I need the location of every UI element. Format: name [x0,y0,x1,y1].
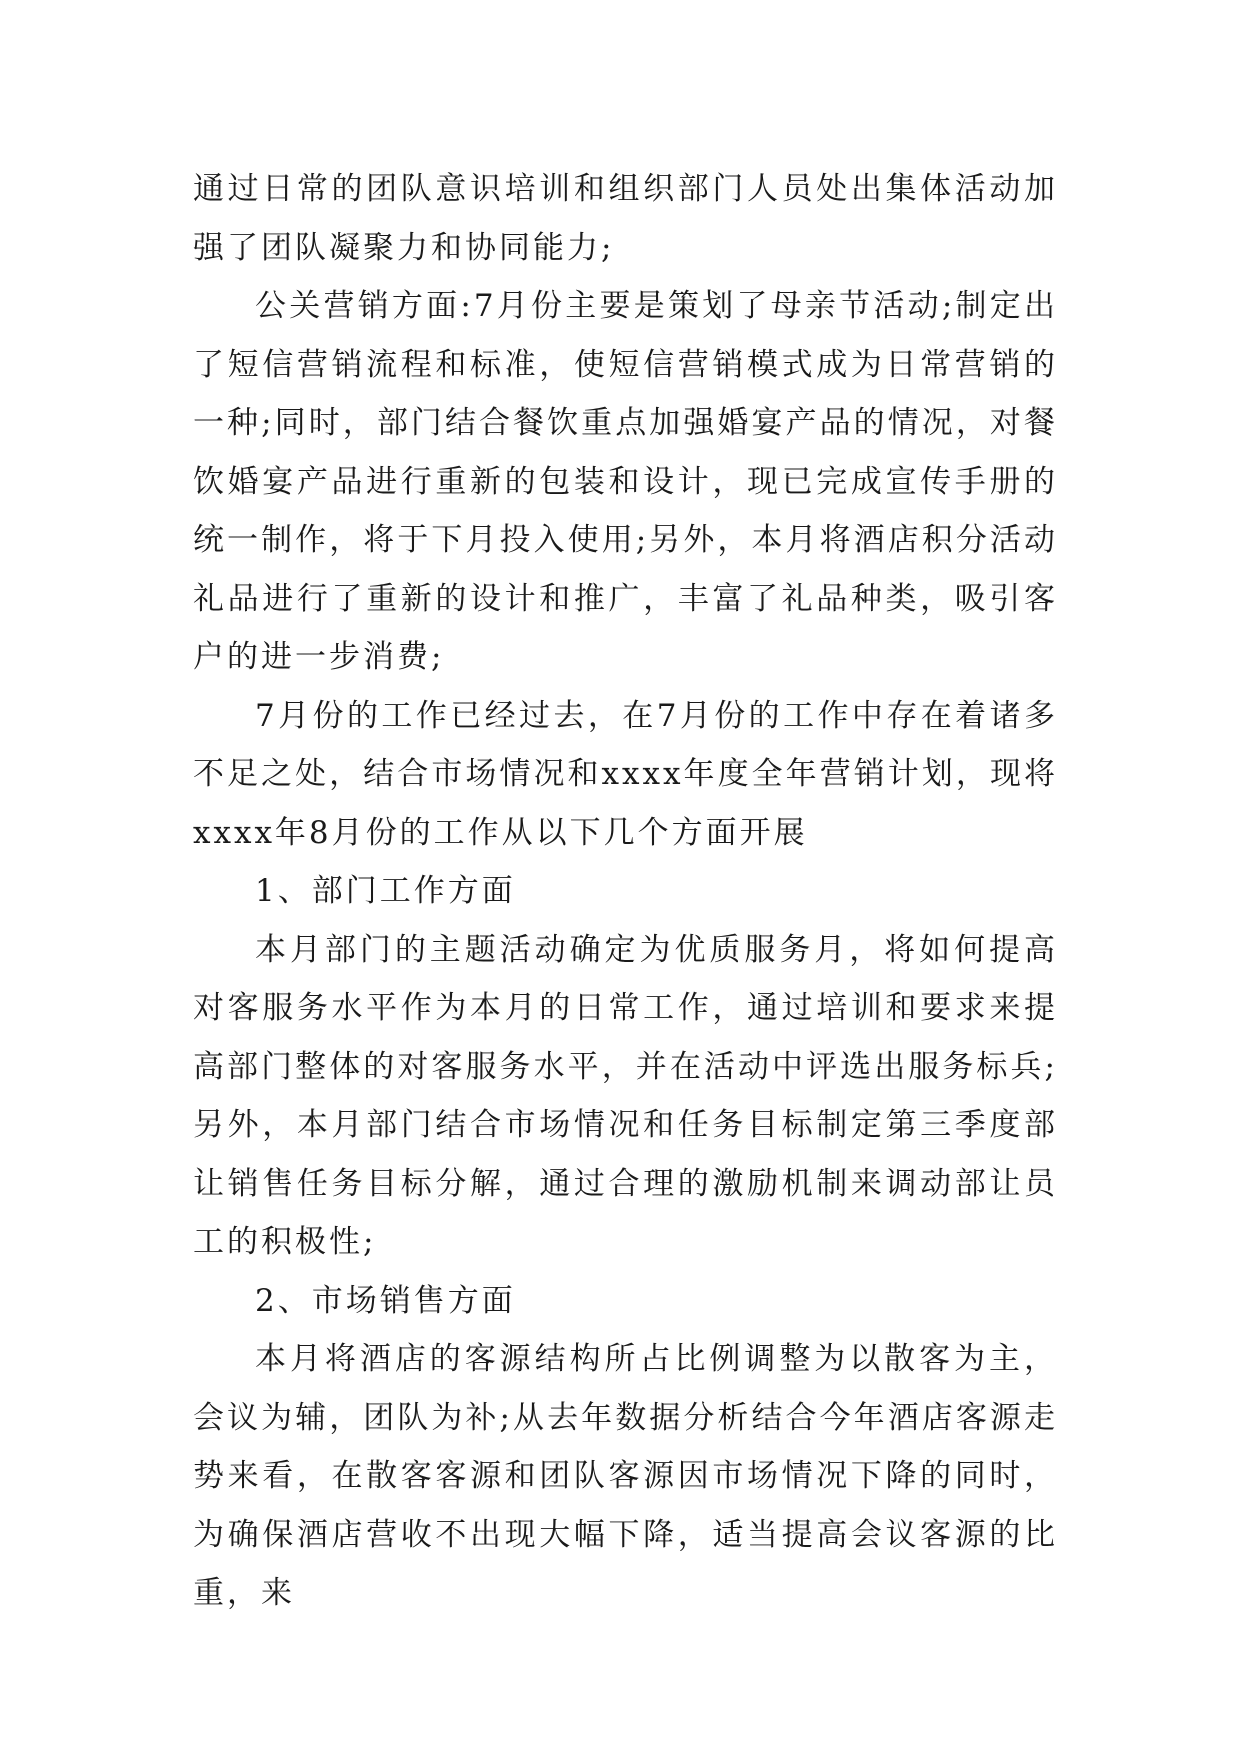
heading-department-work: 1、部门工作方面 [255,873,516,909]
paragraph-august-plan-intro: 7月份的工作已经过去，在7月份的工作中存在着诸多不足之处，结合市场情况和xxxx年度全年营销计划，现将xxxx年8月份的工作从以下几个方面开展 [193,697,1058,851]
paragraph-department-work: 本月部门的主题活动确定为优质服务月，将如何提高对客服务水平作为本月的日常工作，通过培训和要求来提高部门整体的对客服务水平，并在活动中评选出服务标兵;另外，本月部门结合市场情况和任务目标制定第三季度部让销售任务目标分解，通过合理的激励机制来调动部让员工的积极性; [193,931,1058,1260]
paragraph-pr-marketing: 公关营销方面:7月份主要是策划了母亲节活动;制定出了短信营销流程和标准，使短信营销模式成为日常营销的一种;同时，部门结合餐饮重点加强婚宴产品的情况，对餐饮婚宴产品进行重新的包装和设计，现已完成宣传手册的统一制作，将于下月投入使用;另外，本月将酒店积分活动礼品进行了重新的设计和推广，丰富了礼品种类，吸引客户的进一步消费; [193,288,1058,675]
paragraph-market-sales: 本月将酒店的客源结构所占比例调整为以散客为主，会议为辅，团队为补;从去年数据分析结合今年酒店客源走势来看，在散客客源和团队客源因市场情况下降的同时，为确保酒店营收不出现大幅下降，适当提高会议客源的比重，来 [193,1341,1058,1611]
document-body [193,160,1058,1623]
paragraph-team-cohesion: 通过日常的团队意识培训和组织部门人员处出集体活动加强了团队凝聚力和协同能力; [193,171,1058,266]
heading-market-sales: 2、市场销售方面 [255,1282,516,1319]
